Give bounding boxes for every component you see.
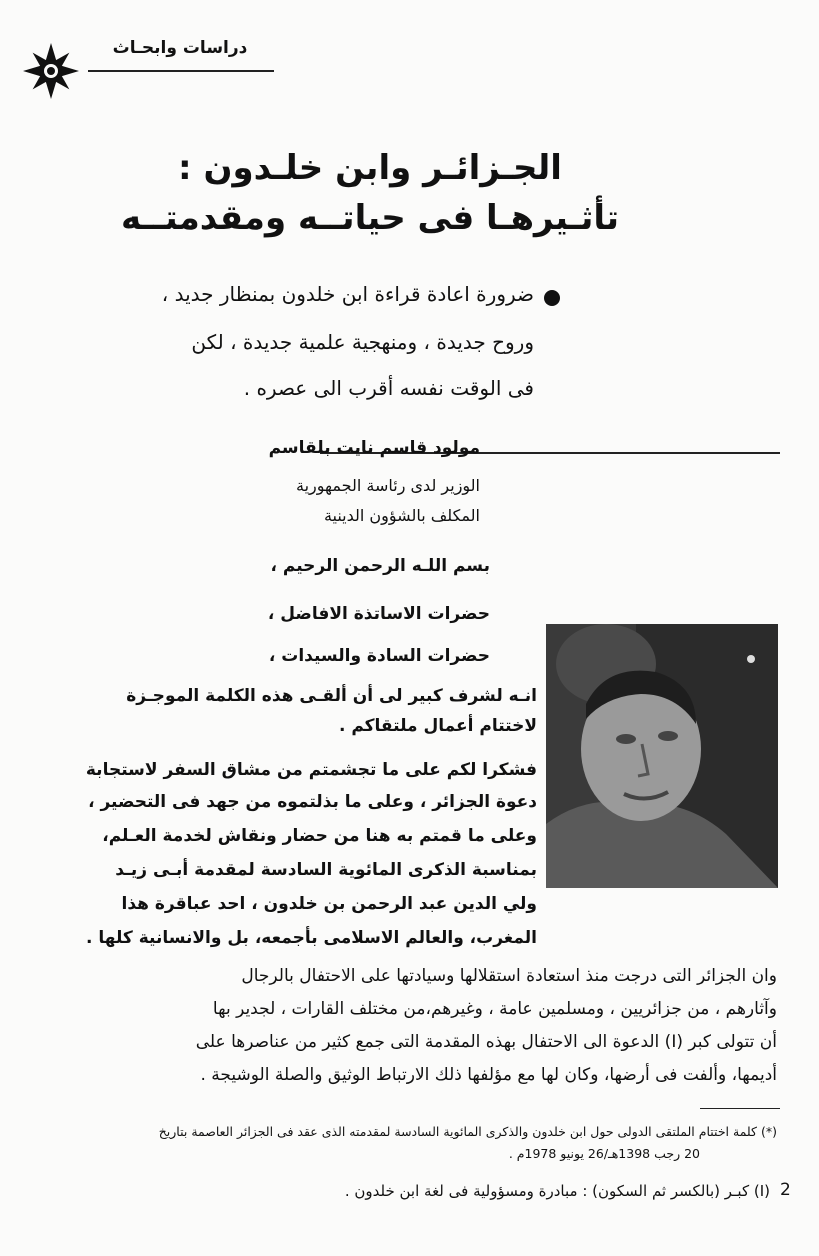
article-title-line-2: تأثـيرهـا فى حياتــه ومقدمتــه	[121, 198, 619, 238]
footnote-rule	[700, 1108, 780, 1109]
paragraph-2-line-1: فشكرا لكم على ما تجشمتم من مشاق السفر لاستجابة	[85, 760, 537, 780]
author-role-line-2: المكلف بالشؤون الدينية	[323, 506, 480, 525]
paragraph-2-line-2: دعوة الجزائر ، وعلى ما بذلتموه من جهد فى التحضير ،	[88, 792, 537, 812]
header-rule	[88, 70, 274, 72]
bullet-icon	[544, 290, 560, 306]
footnote-1: (I) كبـر (بالكسر ثم السكون) : مبادرة ومسؤولية فى لغة ابن خلدون .	[344, 1182, 770, 1200]
portrait-photo-icon	[546, 624, 778, 888]
lead-line-2: وروح جديدة ، ومنهجية علمية جديدة ، لكن	[191, 330, 534, 354]
paragraph-1-line-1: انـه لشرف كبير لى أن ألقـى هذه الكلمة الموجـزة	[126, 686, 537, 706]
paragraph-2-line-4: بمناسبة الذكرى المائوية السادسة لمقدمة أبـى زيـد	[115, 860, 537, 880]
author-role-line-1: الوزير لدى رئاسة الجمهورية	[296, 476, 480, 495]
footnote-star-line-2: 20 رجب 1398هـ/26 يونيو 1978م .	[508, 1146, 700, 1161]
basmala: بسم اللـه الرحمن الرحيم ،	[270, 556, 490, 576]
salutation-1: حضرات الاساتذة الافاضل ،	[267, 604, 490, 624]
lead-line-3: فى الوقت نفسه أقرب الى عصره .	[243, 376, 534, 400]
paragraph-2-line-3: وعلى ما قمتم به هنا من حضار ونقاش لخدمة العـلم،	[102, 826, 537, 846]
paragraph-3-line-3: أن تتولى كبر (I) الدعوة الى الاحتفال بهذه المقدمة التى جمع كثير من عناصرها على	[195, 1032, 777, 1052]
salutation-2: حضرات السادة والسيدات ،	[268, 646, 490, 666]
paragraph-3-line-1: وان الجزائر التى درجت منذ استعادة استقلالها وسيادتها على الاحتفال بالرجال	[241, 966, 777, 986]
paragraph-1-line-2: لاختتام أعمال ملتقاكم .	[338, 716, 537, 736]
paragraph-2-line-6: المغرب، والعالم الاسلامى بأجمعه، بل والانسانية كلها .	[85, 928, 537, 948]
lead-line-1: ضرورة اعادة قراءة ابن خلدون بمنظار جديد ،	[161, 282, 534, 306]
star-ornament-icon	[22, 42, 80, 100]
page-number: 2	[780, 1180, 791, 1200]
paragraph-2-line-5: ولي الدين عبد الرحمن بن خلدون ، احد عباقرة هذا	[121, 894, 537, 914]
footnote-star-line-1: (*) كلمة اختتام الملتقى الدولى حول ابن خلدون والذكرى المائوية السادسة لمقدمته الذى عقد فى الجزائر العاصمة بتاريخ	[158, 1124, 777, 1139]
paragraph-3-line-4: أديمها، وألفت فى أرضها، وكان لها مع مؤلفها ذلك الارتباط الوثيق والصلة الوشيجة .	[200, 1065, 777, 1085]
author-name: مولود قاسم نايت بلقاسم	[268, 438, 480, 458]
section-label: دراسات وابحـاث	[112, 38, 248, 58]
article-title-line-1: الجـزائـر وابن خلـدون :	[178, 148, 562, 188]
paragraph-3-line-2: وآثارهم ، من جزائريين ، ومسلمين عامة ، وغيرهم،من مختلف القارات ، لجدير بها	[212, 999, 777, 1019]
